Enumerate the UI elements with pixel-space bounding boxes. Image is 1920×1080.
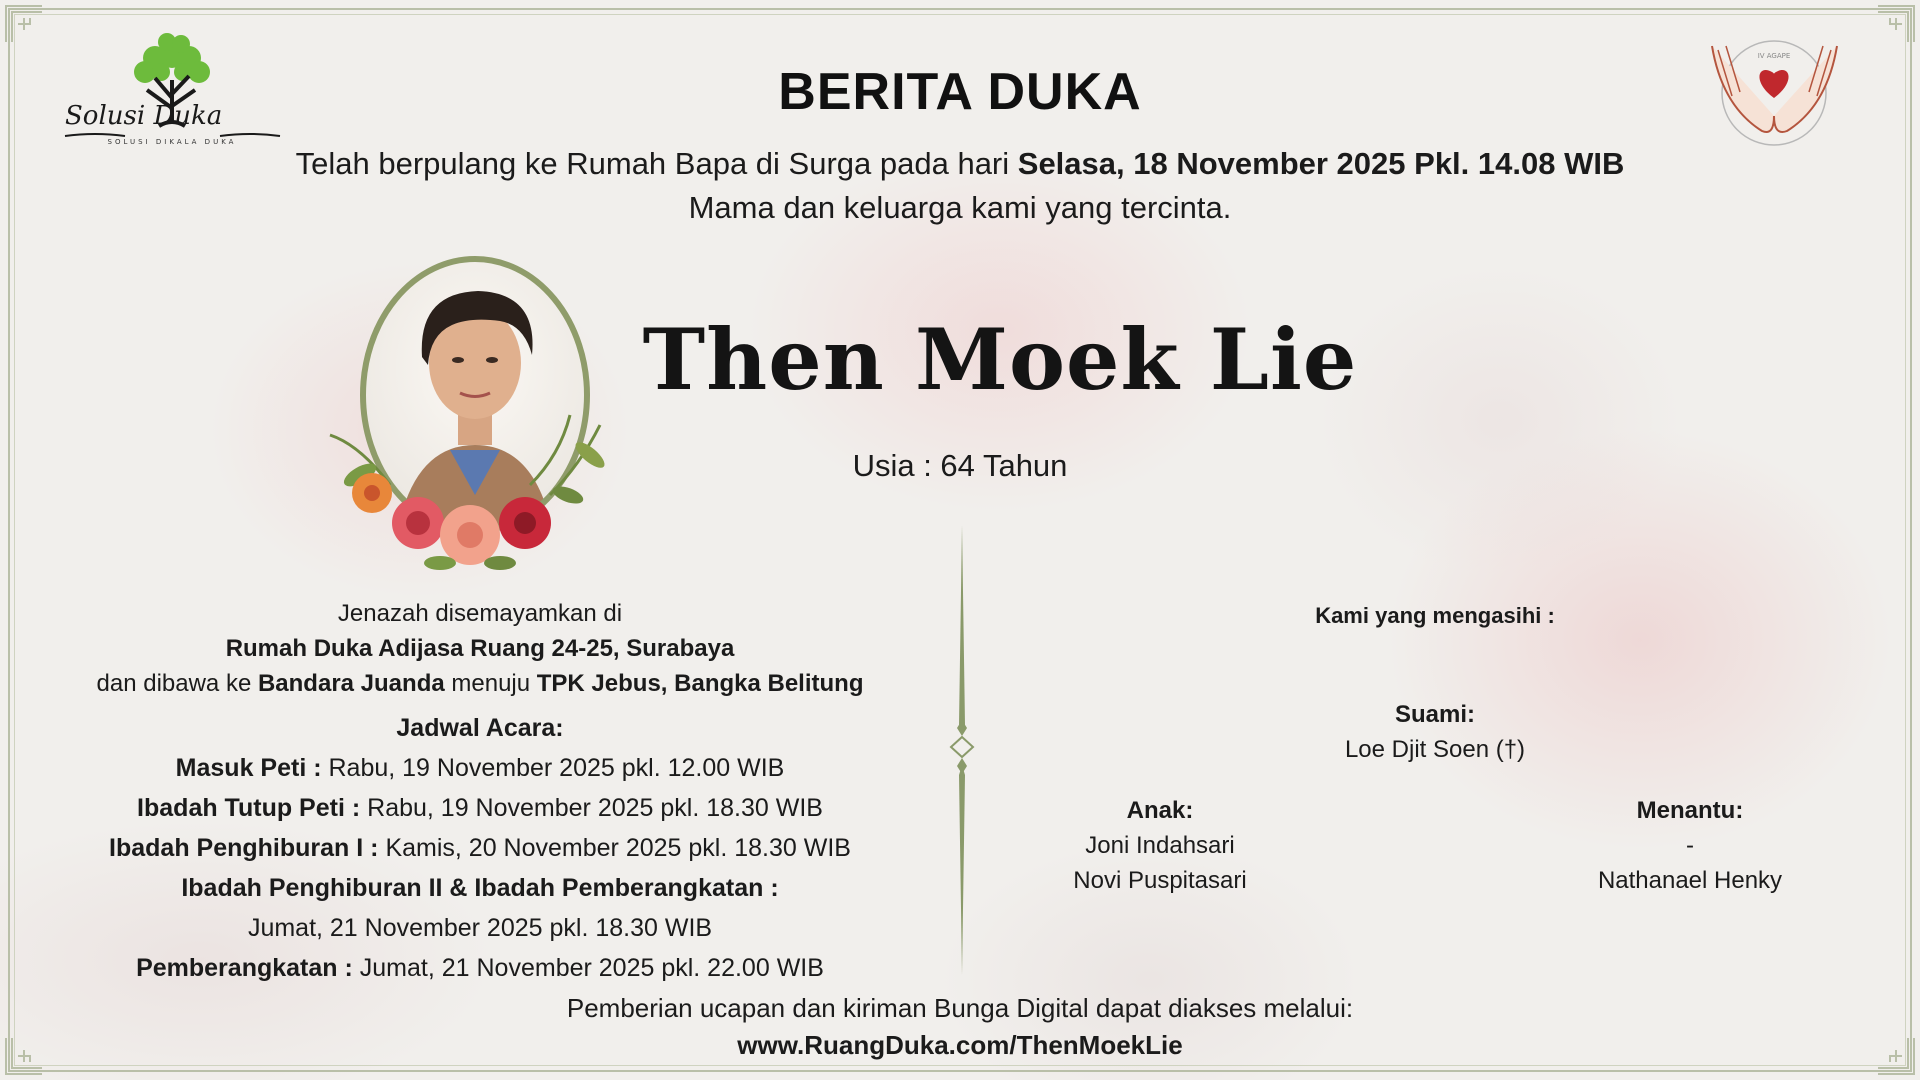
funeral-location-info (60, 596, 900, 701)
in-law-name: Nathanael Henky (1597, 867, 1783, 894)
child-name: Joni Indahsari (1085, 832, 1235, 859)
child-name: Novi Puspitasari (1073, 867, 1247, 894)
schedule-item-value: Jumat, 21 November 2025 pkl. 22.00 WIB (359, 954, 824, 982)
burial-destination: TPK Jebus, Bangka Belitung (536, 670, 864, 697)
husband-name: Loe Djit Soen (†) (1344, 736, 1526, 763)
schedule-item-value: Rabu, 19 November 2025 pkl. 18.30 WIB (367, 794, 823, 822)
schedule-item-label: Pemberangkatan : (136, 954, 353, 982)
schedule-item (60, 748, 900, 788)
memorial-link[interactable]: www.RuangDuka.com/ThenMoekLie (737, 1030, 1183, 1060)
svg-text:Solusi Duka: Solusi Duka (65, 101, 223, 131)
event-schedule (60, 708, 900, 988)
footer (0, 990, 1920, 1064)
funeral-home: Rumah Duka Adijasa Ruang 24-25, Surabaya (225, 635, 735, 662)
portrait-photo (300, 245, 650, 595)
passing-announcement (0, 146, 1920, 182)
schedule-item-value: Jumat, 21 November 2025 pkl. 18.30 WIB (247, 914, 713, 942)
page-title: BERITA DUKA (778, 63, 1142, 121)
passing-datetime: Selasa, 18 November 2025 Pkl. 14.08 WIB (1017, 146, 1625, 181)
in-laws-section (1540, 793, 1840, 898)
schedule-item-value: Rabu, 19 November 2025 pkl. 12.00 WIB (328, 754, 785, 782)
schedule-item (60, 828, 900, 868)
ornamental-divider-icon (945, 525, 979, 975)
in-law-name: - (1686, 832, 1694, 859)
husband-section (1235, 697, 1635, 767)
intro-line-2: Mama dan keluarga kami yang tercinta. (688, 190, 1232, 225)
footer-text: Pemberian ucapan dan kiriman Bunga Digital dapat diakses melalui: (566, 993, 1354, 1023)
transport-prefix: dan dibawa ke (96, 670, 252, 697)
schedule-item (60, 868, 900, 908)
schedule-item-label: Ibadah Tutup Peti : (137, 794, 361, 822)
children-section (1010, 793, 1310, 898)
schedule-item-value: Kamis, 20 November 2025 pkl. 18.30 WIB (385, 834, 851, 862)
corner-ornament-icon (1876, 4, 1916, 44)
transport-mid: menuju (451, 670, 531, 697)
schedule-heading: Jadwal Acara: (396, 714, 564, 742)
in-laws-label: Menantu: (1636, 797, 1744, 824)
transport-line (60, 666, 900, 701)
schedule-item (60, 948, 900, 988)
deceased-name: Then Moek Lie (642, 310, 1358, 409)
svg-text:IV AGAPE: IV AGAPE (1757, 52, 1791, 60)
children-label: Anak: (1126, 797, 1194, 824)
airport-name: Bandara Juanda (257, 670, 445, 697)
lying-in-state-text: Jenazah disemayamkan di (337, 600, 623, 627)
schedule-item-label: Ibadah Penghiburan II & Ibadah Pemberangkatan : (181, 874, 779, 902)
svg-text:SOLUSI DIKALA DUKA: SOLUSI DIKALA DUKA (107, 138, 237, 146)
schedule-item-label: Masuk Peti : (175, 754, 322, 782)
schedule-item (60, 788, 900, 828)
intro-text: Telah berpulang ke Rumah Bapa di Surga pada hari (295, 146, 1010, 181)
family-heading: Kami yang mengasihi : (1315, 603, 1555, 628)
schedule-item-label: Ibadah Penghiburan I : (109, 834, 379, 862)
corner-ornament-icon (4, 4, 44, 44)
husband-label: Suami: (1394, 701, 1475, 728)
deceased-age: Usia : 64 Tahun (852, 448, 1068, 483)
